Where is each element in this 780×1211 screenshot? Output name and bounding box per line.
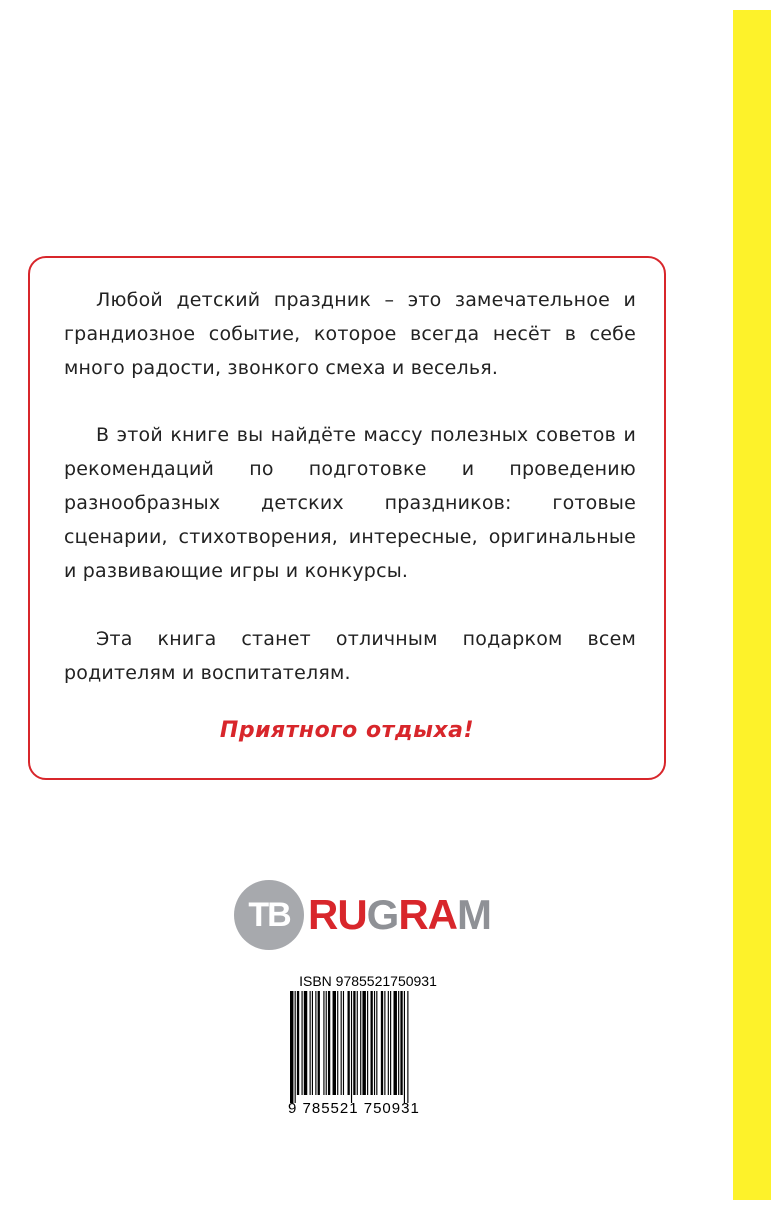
annotation-paragraph: В этой книге вы найдёте массу полезных советов и рекомендаций по подготовке и проведению разнообразных детских праздников: готовые сценарии, стихотворения, интересные, оригинальные и развивающие игры и конкурсы.: [64, 424, 636, 582]
barcode-bar: [353, 991, 355, 1095]
barcode-bar: [360, 991, 361, 1095]
barcode-block: [288, 973, 448, 1117]
barcode-bar: [371, 991, 373, 1095]
barcode-bar: [323, 991, 324, 1095]
barcode-bar: [407, 991, 408, 1103]
logo-wordmark-part: RU: [308, 891, 367, 938]
barcode-bar: [295, 991, 296, 1103]
barcode-bar: [400, 991, 402, 1095]
barcode-bar: [357, 991, 358, 1095]
barcode-bar: [404, 991, 405, 1103]
annotation-paragraph: Эта книга станет отличным подарком всем родителям и воспитателям.: [64, 628, 636, 684]
barcode-bar: [394, 991, 397, 1095]
barcode-bar: [362, 991, 365, 1095]
closing-greeting: Приятного отдыха!: [219, 718, 475, 743]
barcode-bar: [290, 991, 293, 1103]
logo-mark-icon: ТВ: [234, 880, 304, 950]
barcode-bar: [374, 991, 375, 1095]
barcode-bar: [337, 991, 338, 1095]
publisher-logo: [234, 880, 492, 950]
spine-strip: [733, 10, 771, 1200]
barcode-bar: [388, 991, 389, 1095]
barcode-bar: [315, 991, 316, 1095]
isbn-label: ISBN 9785521750931: [299, 973, 437, 989]
logo-wordmark-part: M: [457, 891, 492, 938]
barcode-bar: [304, 991, 307, 1095]
barcode-bar: [384, 991, 385, 1095]
logo-wordmark-part: G: [366, 891, 399, 938]
logo-wordmark: [308, 890, 491, 940]
barcode-bar: [333, 991, 336, 1095]
logo-wordmark-part: RA: [398, 891, 458, 938]
barcode-bar: [318, 991, 320, 1095]
barcode-bar: [297, 991, 299, 1095]
barcode-bar: [398, 991, 399, 1095]
barcode-bar: [376, 991, 377, 1095]
barcode-bar: [328, 991, 330, 1095]
barcode-bar: [348, 991, 350, 1095]
barcode-icon: [288, 991, 448, 1103]
barcode-bar: [351, 991, 352, 1103]
annotation-paragraph: Любой детский праздник – это замечательное и грандиозное событие, которое всегда несёт в себе много радости, звонкого смеха и веселья.: [64, 289, 636, 379]
barcode-bar: [390, 991, 391, 1095]
barcode-bar: [326, 991, 327, 1095]
barcode-bar: [312, 991, 313, 1095]
isbn-digits: 9 785521 750931: [288, 1100, 420, 1117]
barcode-bar: [310, 991, 311, 1095]
barcode-bar: [343, 991, 344, 1095]
barcode-bar: [381, 991, 383, 1095]
barcode-bar: [367, 991, 368, 1095]
barcode-bar: [302, 991, 303, 1095]
barcode-bar: [341, 991, 342, 1095]
